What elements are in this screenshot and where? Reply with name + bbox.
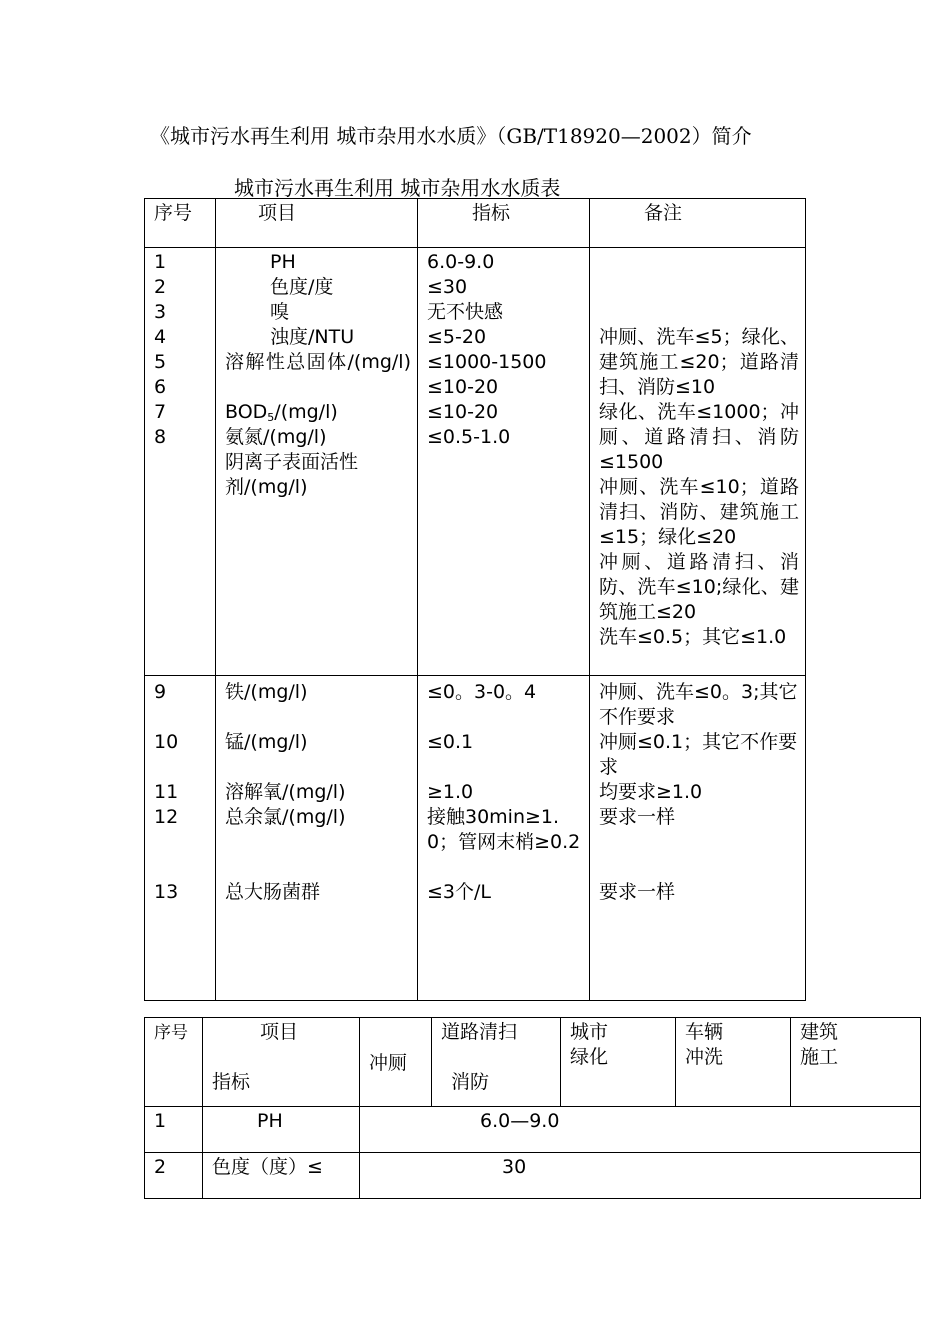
indicator-9: ≤0。3-0。4 bbox=[427, 681, 537, 703]
item-13: 总大肠菌群 bbox=[225, 881, 321, 903]
header-item: 项目 bbox=[216, 199, 418, 248]
indicator-10: ≤0.1 bbox=[427, 731, 474, 753]
seq-10: 10 bbox=[154, 731, 179, 753]
item-column-2 bbox=[216, 676, 418, 1001]
table2-row-1 bbox=[145, 1107, 921, 1153]
item-6: $BOD_5/(mg/l)$ bbox=[225, 401, 338, 424]
t2-seq-2: 2 bbox=[145, 1153, 203, 1199]
table-header-row bbox=[145, 199, 806, 248]
t2-header-indicator: 指标 bbox=[212, 1071, 251, 1093]
item-8: 阴离子表面活性剂/(mg/l) bbox=[225, 451, 359, 498]
remark-9: 冲厕、洗车≤0。3;其它不作要求 bbox=[599, 681, 798, 728]
indicator-7: ≤10-20 bbox=[427, 401, 499, 423]
remark-6: 冲厕、洗车≤10；道路清扫、消防、建筑施工≤15；绿化≤20 bbox=[599, 476, 799, 548]
remark-11: 均要求≥1.0 bbox=[599, 781, 703, 803]
table2-header-row bbox=[145, 1018, 921, 1107]
t2-value-2: 30 bbox=[360, 1153, 921, 1199]
seq-7: 7 bbox=[154, 401, 167, 423]
t2-header-construction: 建筑 施工 bbox=[791, 1018, 921, 1107]
indicator-1: 6.0-9.0 bbox=[427, 251, 495, 273]
indicator-3: 无不快感 bbox=[427, 301, 504, 323]
item-10: 锰/(mg/l) bbox=[225, 731, 308, 753]
remark-column-2 bbox=[590, 676, 806, 1001]
table-body-block-1 bbox=[145, 248, 806, 676]
t2-header-item-indicator bbox=[203, 1018, 360, 1107]
item-12: 总余氯/(mg/l) bbox=[225, 806, 346, 828]
t2-header-toilet: 冲厕 bbox=[360, 1018, 432, 1107]
t2-header-wash: 车辆 冲洗 bbox=[676, 1018, 791, 1107]
indicator-6: ≤10-20 bbox=[427, 376, 499, 398]
seq-9: 9 bbox=[154, 681, 167, 703]
indicator-4: ≤5-20 bbox=[427, 326, 487, 348]
indicator-12: 接触30min≥1.0；管网末梢≥0.2 bbox=[427, 806, 581, 853]
seq-column-2 bbox=[145, 676, 216, 1001]
seq-4: 4 bbox=[154, 326, 167, 348]
t2-header-seq: 序号 bbox=[145, 1018, 203, 1107]
item-column bbox=[216, 248, 418, 676]
header-remark: 备注 bbox=[590, 199, 806, 248]
indicator-8: ≤0.5-1.0 bbox=[427, 426, 511, 448]
header-indicator: 指标 bbox=[418, 199, 590, 248]
item-5: 溶解性总固体/(mg/l) bbox=[225, 351, 411, 373]
t2-value-1: 6.0—9.0 bbox=[360, 1107, 921, 1153]
item-2: 色度/度 bbox=[270, 276, 334, 298]
table-caption: 城市污水再生利用 城市杂用水水质表 bbox=[234, 176, 561, 200]
seq-11: 11 bbox=[154, 781, 179, 803]
t2-header-greening: 城市 绿化 bbox=[561, 1018, 676, 1107]
remark-10: 冲厕≤0.1；其它不作要求 bbox=[599, 731, 798, 778]
seq-1: 1 bbox=[154, 251, 167, 273]
seq-13: 13 bbox=[154, 881, 179, 903]
table2-row-2 bbox=[145, 1153, 921, 1199]
remark-5: 绿化、洗车≤1000；冲厕、道路清扫、消防≤1500 bbox=[599, 401, 799, 473]
seq-2: 2 bbox=[154, 276, 167, 298]
seq-8: 8 bbox=[154, 426, 167, 448]
document-title: 《城市污水再生利用 城市杂用水水质》（GB/T18920—2002）简介 bbox=[150, 124, 752, 148]
seq-5: 5 bbox=[154, 351, 167, 373]
remark-7: 冲厕、道路清扫、消防、洗车≤10;绿化、建筑施工≤20 bbox=[599, 551, 799, 623]
item-3: 嗅 bbox=[270, 301, 290, 323]
seq-column bbox=[145, 248, 216, 676]
t2-header-fire: 消防 bbox=[451, 1071, 490, 1093]
indicator-column bbox=[418, 248, 590, 676]
indicator-11: ≥1.0 bbox=[427, 781, 474, 803]
usage-standard-table bbox=[144, 1017, 921, 1199]
t2-item-2: 色度（度）≤ bbox=[203, 1153, 360, 1199]
table-body-block-2 bbox=[145, 676, 806, 1001]
remark-13: 要求一样 bbox=[599, 881, 676, 903]
seq-3: 3 bbox=[154, 301, 167, 323]
header-seq: 序号 bbox=[145, 199, 216, 248]
indicator-2: ≤30 bbox=[427, 276, 468, 298]
remark-12: 要求一样 bbox=[599, 806, 676, 828]
seq-6: 6 bbox=[154, 376, 167, 398]
remark-8: 洗车≤0.5；其它≤1.0 bbox=[599, 626, 787, 648]
item-11: 溶解氧/(mg/l) bbox=[225, 781, 346, 803]
item-9: 铁/(mg/l) bbox=[225, 681, 308, 703]
t2-header-item: 项目 bbox=[260, 1021, 299, 1043]
t2-seq-1: 1 bbox=[145, 1107, 203, 1153]
t2-item-1: PH bbox=[203, 1107, 360, 1153]
remark-4: 冲厕、洗车≤5；绿化、建筑施工≤20；道路清扫、消防≤10 bbox=[599, 326, 799, 398]
item-1: PH bbox=[270, 251, 296, 273]
indicator-column-2 bbox=[418, 676, 590, 1001]
indicator-5: ≤1000-1500 bbox=[427, 351, 547, 373]
item-4: 浊度/NTU bbox=[270, 326, 355, 348]
seq-12: 12 bbox=[154, 806, 179, 828]
remark-column bbox=[590, 248, 806, 676]
item-7: 氨氮/(mg/l) bbox=[225, 426, 327, 448]
water-quality-table bbox=[144, 198, 806, 1001]
indicator-13: ≤3个/L bbox=[427, 881, 491, 903]
t2-header-road: 道路清扫 bbox=[441, 1021, 518, 1043]
t2-header-road-fire bbox=[432, 1018, 561, 1107]
